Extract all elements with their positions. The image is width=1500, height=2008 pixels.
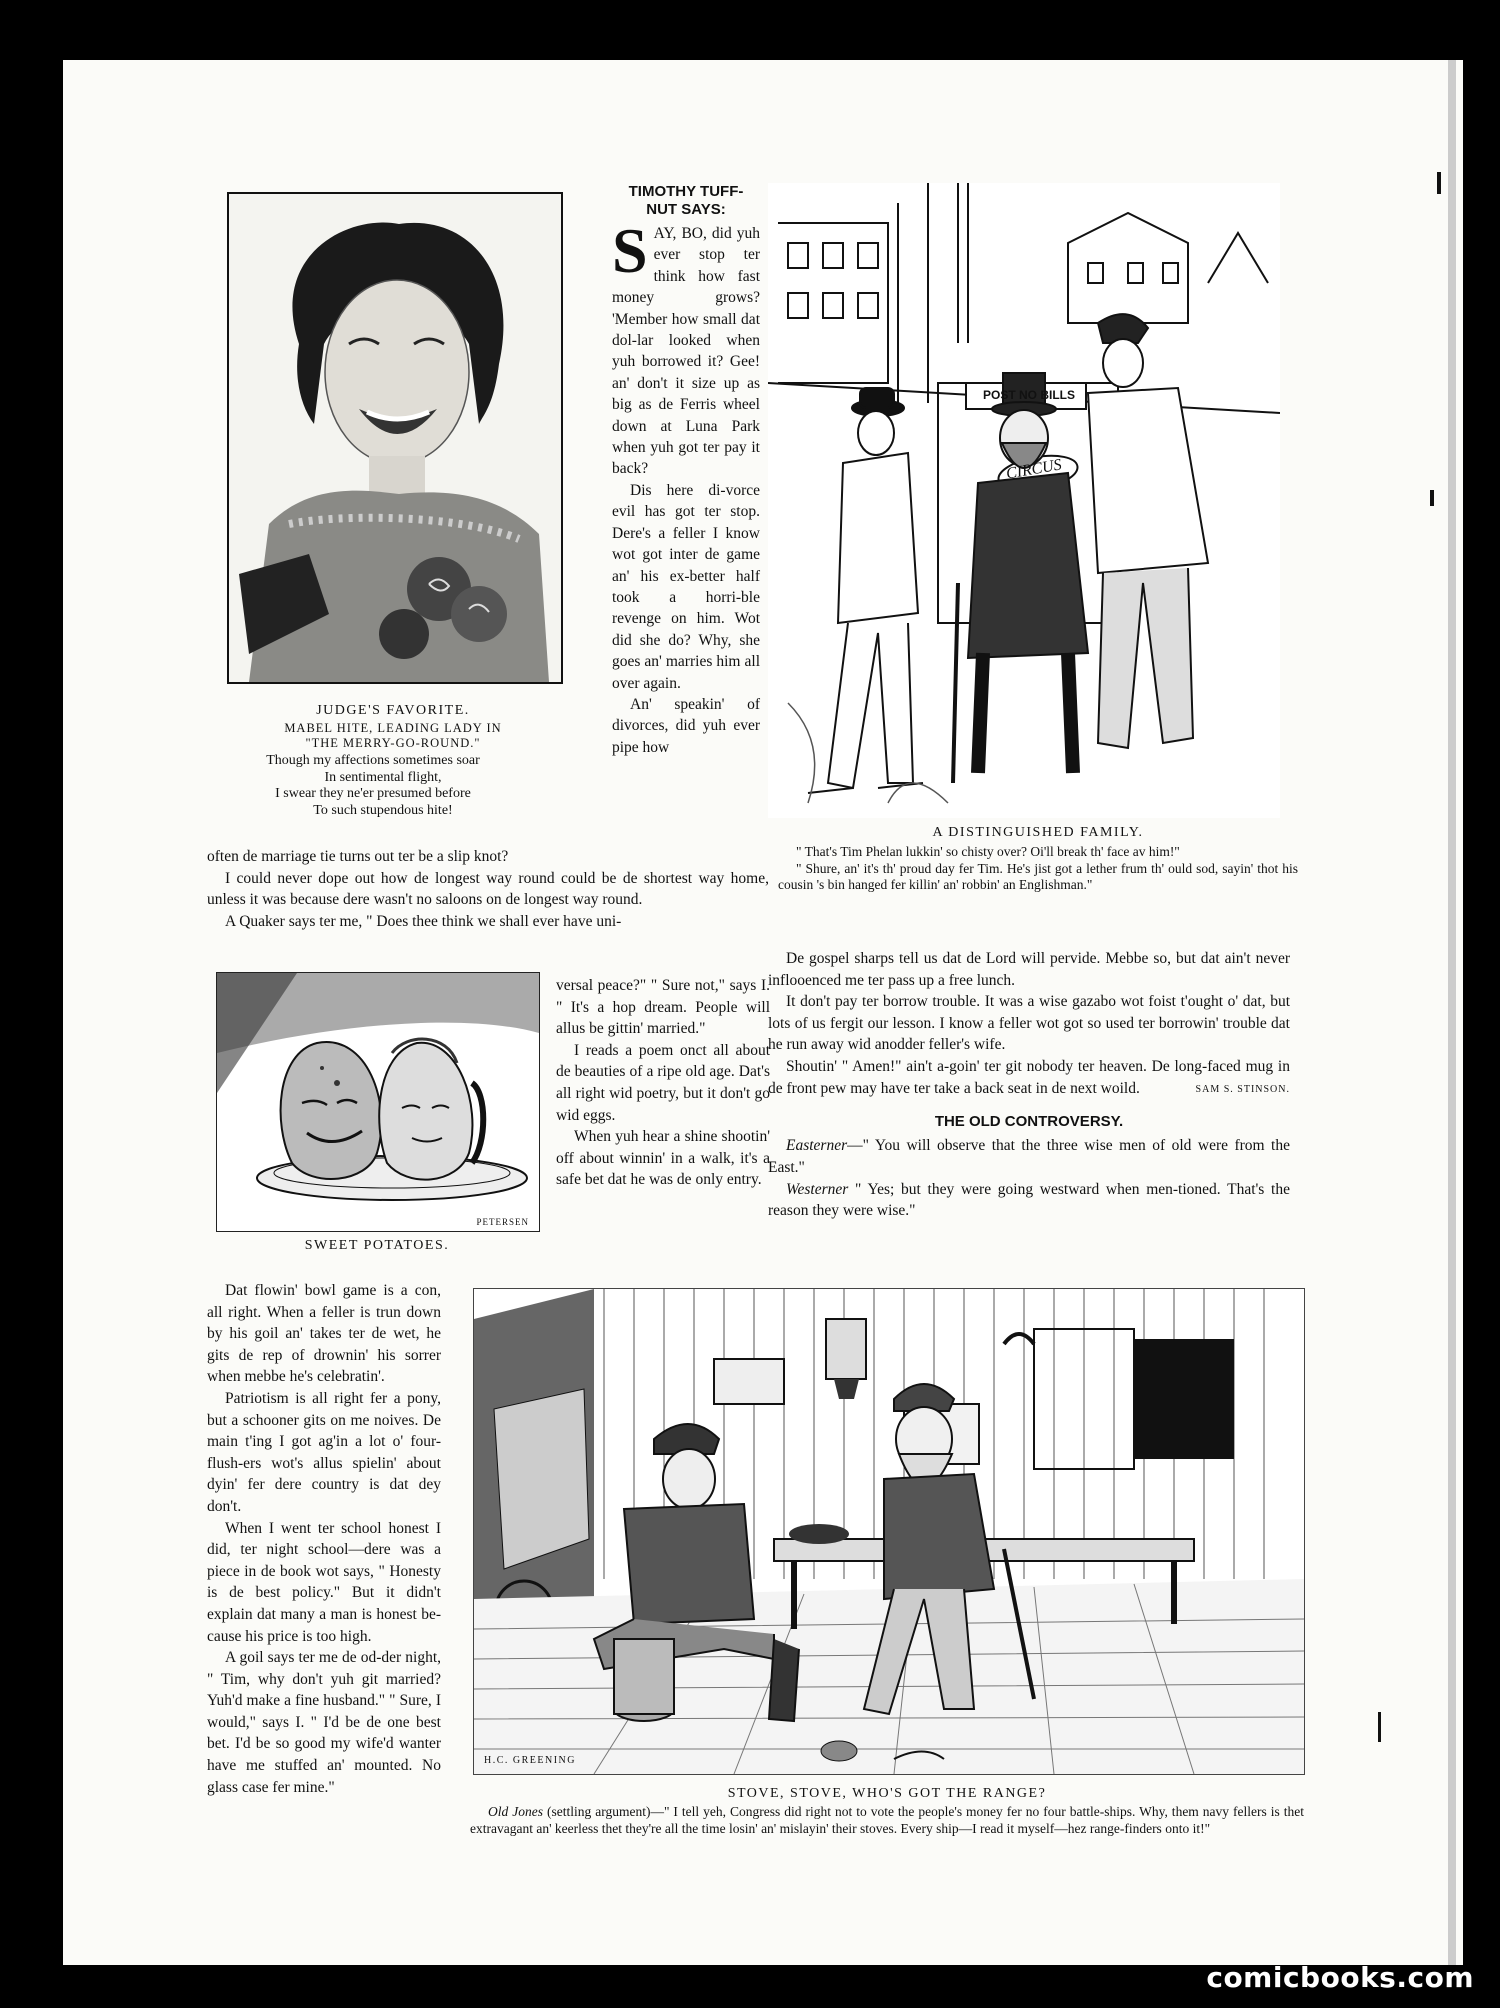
paragraph: Patriotism is all right fer a pony, but a schooner gits on me noives. De main t'ing I got ag'in a lot o' four-flush-ers wot's allus spielin' about dyin' fer dere country is dat dey don't. [207,1389,441,1515]
portrait-caption [227,703,559,819]
paragraph: Dat flowin' bowl game is a con, all right. When a feller is trun down by his goil an' takes ter de wet, he gits de rep of drownin' his sorrer when mebbe he's celebratin'. [207,1282,441,1386]
edge-mark [1437,172,1441,194]
caption-subtitle-2: "THE MERRY-GO-ROUND." [305,736,481,750]
paragraph: I reads a poem onct all about de beauties of a ripe old age. Dat's all right wid poetry, but it don't go wid eggs. [556,1041,770,1124]
stove-cartoon [473,1288,1305,1775]
portrait-photo [227,192,563,684]
author-signature: SAM S. STINSON. [1195,1084,1290,1096]
edge-mark [1430,490,1434,506]
paragraph: versal peace?" " Sure not," says I. " It's a hop dream. People will allus be gittin' married." [556,977,770,1038]
dialogue: —" You will observe that the three wise men of old were from the East." [768,1137,1290,1176]
column-continuation [207,846,769,932]
paragraph: AY, BO, did yuh ever stop ter think how fast money grows? 'Member how small dat dol-lar looked when yuh borrowed it? Gee! an' don't it size up as big as de Ferris wheel down at Luna Park when yuh got ter pay it back? [612,225,760,478]
heading-line-2: NUT SAYS: [646,201,726,218]
drop-cap: S [612,215,648,286]
cartoon-signature: PETERSEN [476,1217,529,1227]
paragraph: It don't pay ter borrow trouble. It was a wise gazabo wot foist t'ought o' dat, but lots of us fergit our lesson. I know a feller wot got so used ter borrowin' trouble dat he run away wid anodder feller's wife. [768,993,1290,1054]
column-heading [612,183,760,219]
potatoes-caption: SWEET POTATOES. [304,1238,450,1253]
edge-mark [1378,1712,1381,1742]
caption-title: JUDGE'S FAVORITE. [316,703,470,718]
speaker: Westerner [786,1180,849,1198]
verse-line: To such stupendous hite! [313,802,453,818]
paragraph: When I went ter school honest I did, ter night school—dere was a piece in de book wot says, " Honesty is de best policy." But it didn't explain dat many a man is honest be-cause his price is too high. [207,1519,441,1645]
caption-text [470,1804,1304,1837]
paragraph: An' speakin' of divorces, did yuh ever pipe how [612,695,760,756]
heading-line-1: TIMOTHY TUFF- [628,183,744,200]
speaker: Old Jones [488,1804,543,1819]
family-illustration [768,183,1280,818]
family-caption [778,825,1298,894]
column-text [612,215,760,758]
sign-post-no-bills: POST NO BILLS [982,388,1075,402]
portrait-illustration [229,194,561,682]
column-timothy-tuffnut [612,183,760,758]
potatoes-illustration [217,973,539,1231]
sign-circus: CIRCUS [1004,456,1063,483]
verse-line: In sentimental flight, [324,769,442,785]
paragraph: Shoutin' " Amen!" ain't a-goin' ter git nobody ter heaven. De long-faced mug in de front pew may have ter take a back seat in de next woild. [768,1057,1290,1097]
caption-line: " Shure, an' it's th' proud day fer Tim. He's jist got a lether frum th' ould sod, sayin' thot his cousin 's bin hanged fer killin' an' robbin' an Englishman." [778,860,1298,892]
dialogue: —" I tell yeh, Congress did right not to vote the people's money fer no four battle-ships. Why, them navy fellers is thet extravagant an' keerless thet they're all the time losin' an' mislayin' their stoves. Every ship—I read it myself—hez range-finders onto it!" [470,1804,1304,1836]
paragraph: Dis here di-vorce evil has got ter stop. Dere's a feller I know wot got inter de game an' his ex-better half took a horri-ble revenge on him. Wot did she do? Why, she goes an' marries him all over again. [612,481,760,692]
page-binding-edge [1448,60,1456,1965]
verse-line: I swear they ne'er presumed before [275,786,471,801]
controversy-line [768,1179,1290,1222]
column-beside-potatoes [556,975,770,1191]
stove-illustration [474,1289,1304,1774]
aside: (settling argument) [542,1804,651,1819]
controversy-title: THE OLD CONTROVERSY. [934,1112,1124,1130]
left-lower-column [207,1280,441,1798]
paragraph: De gospel sharps tell us dat de Lord will pervide. Mebbe so, but dat ain't never inflooenced me ter pass up a free lunch. [768,950,1290,989]
paragraph: often de marriage tie turns out ter be a slip knot? [207,848,509,865]
caption-subtitle-1: MABEL HITE, LEADING LADY IN [284,721,502,735]
caption-verse [227,753,559,819]
right-column-text [768,948,1290,1222]
paragraph: I could never dope out how de longest way round could be de shortest way home, unless it was because dere wasn't no saloons on de longest way round. [207,869,769,909]
paragraph: When yuh hear a shine shootin' off about winnin' in a walk, it's a safe bet dat he was de only entry. [556,1128,770,1189]
verse-line: Though my affections sometimes soar [266,753,480,768]
watermark: comicbooks.com [1206,1961,1474,1994]
distinguished-family-cartoon [768,183,1280,818]
caption-title: A DISTINGUISHED FAMILY. [932,825,1144,840]
dialogue: " Yes; but they were going westward when men-tioned. That's the reason they were wise." [768,1180,1290,1220]
controversy-line [768,1135,1290,1178]
sweet-potatoes-cartoon [216,972,540,1232]
cartoon-signature: H.C. GREENING [484,1755,576,1766]
speaker: Easterner [786,1137,848,1155]
caption-line: " That's Tim Phelan lukkin' so chisty over? Oi'll break th' face av him!" [796,844,1180,859]
paragraph: A Quaker says ter me, " Does thee think we shall ever have uni- [225,912,622,930]
paragraph: A goil says ter me de od-der night, " Tim, why don't yuh git married? Yuh'd make a fine husband." " Sure, I would," says I. " I'd be de one best bet. I'd be so good my wife'd wanter have me stuffed an' mounted. No glass case fer mine." [207,1649,441,1796]
stove-caption [470,1786,1304,1837]
caption-title: STOVE, STOVE, WHO'S GOT THE RANGE? [727,1786,1047,1801]
